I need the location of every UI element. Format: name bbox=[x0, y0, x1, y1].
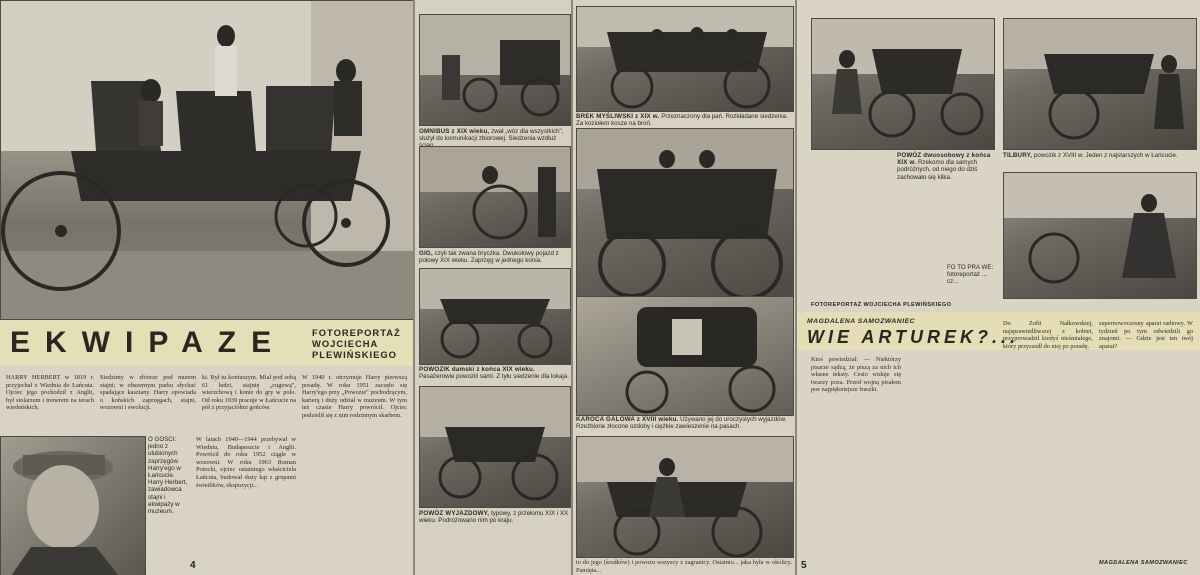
powoz-dwuosobowy-caption-lead: POWÓZ dwuosobowy z końca XIX w. bbox=[897, 152, 991, 167]
tilbury-caption bbox=[1003, 152, 1195, 159]
brek-caption bbox=[576, 113, 792, 127]
lady-with-carriage-photo bbox=[1003, 172, 1197, 299]
intro-column-3: ki. Był tu koniuszym. Miał pod sobą 61 ludzi, stajnię „cugową", wierzchową i konie do gry w polo. Od roku 1939 pracuje w Łańcucie na pół z przyjaciółmi gońców. bbox=[202, 374, 296, 412]
article-title: EKWIPAZE bbox=[10, 326, 287, 359]
karoca-caption bbox=[576, 416, 792, 430]
powoz-dwuosobowy-caption-text: Rzekomo dla samych podróżnych, od niego do dziś zachowało się kilka. bbox=[897, 159, 978, 181]
credit-line-2: WOJCIECHA bbox=[312, 338, 379, 349]
intro-column-1: HARRY HERBERT w 1819 r. przyjechał z Wiednia do Łańcuta. Ojciec jego pochodził z Anglii, był stolarzem i trenerem na terach wiedeńskich. bbox=[6, 374, 94, 412]
gig-caption bbox=[419, 250, 569, 264]
wie-arturek-author: MAGDALENA SAMOZWANIEC bbox=[807, 318, 916, 325]
powozik-photo bbox=[419, 268, 571, 365]
tilbury-photo bbox=[1003, 18, 1197, 150]
powozik-caption-lead: POWOZIK damski z końca XIX wieku. bbox=[419, 366, 535, 373]
brek-caption-lead: BREK MYŚLIWSKI z XIX w. bbox=[576, 113, 660, 120]
tilbury-caption-text: powozik z XVIII w. Jeden z najstarszych w Łańcucie. bbox=[1033, 152, 1178, 159]
omnibus-photo bbox=[419, 14, 571, 126]
wie-column-1: Ktoś powiedział: — Niektórzy pisarze sądzą, że piszą za nich ich własne teksty. Cesto widuje się twarzy poza. Przed wojną pisałem poe najpiękniejsze fraszki. bbox=[811, 356, 901, 394]
karoca-photo bbox=[576, 296, 794, 416]
brek-photo bbox=[576, 6, 794, 112]
wie-column-2: Do Zofii Nałkowskiej, najsprawiedliwszej z kobiet, przyprowadził kiedyś nieśmiałego, który przyszedł do niej po poradę. bbox=[1003, 320, 1093, 350]
page-number-left: 4 bbox=[190, 560, 196, 571]
hero-carriage-photo bbox=[0, 0, 413, 320]
powoz-wyjazdowy-caption bbox=[419, 510, 569, 524]
page3-body-text: to do jego (środków) i powozu wszyscy z zagranicy. Ostatnio... jaka była w okolicy. Pamięta... bbox=[576, 559, 792, 574]
powoz-wyjazdowy-photo bbox=[419, 386, 571, 508]
powoz-lady-photo bbox=[576, 436, 794, 558]
credit-line-1: FOTOREPORTAŻ bbox=[312, 327, 401, 338]
page-column-3 bbox=[573, 0, 795, 575]
powozik-caption-text: Pasażerowie powozili sami. Z tyłu siedzenie dla lokaja. bbox=[419, 373, 569, 381]
portrait-caption: O GOŚCI: jedno z ulubionych zaprzęgów Harry'ego w Łańcucie. Harry Herbert, zawiadowca stajni i ekwipaży w muzeum. bbox=[148, 436, 188, 516]
gig-caption-text: czyli tak zwana bryczka. Dwukołowy pojazd z połowy XIX wieku. Zaprzęg w jednego konia. bbox=[419, 250, 559, 265]
karoca-caption-lead: KAROCA GALOWA z XVIII wieku. bbox=[576, 416, 679, 423]
side-photo-credit: FO TO PRA WE: fotoreportaż ... cz... bbox=[947, 264, 994, 286]
page-column-4 bbox=[797, 0, 1200, 575]
wie-column-3: supernowoczesny aparat radiowy. W tydzień po tym odwiedzili go znajomi. — Gdzie jest ten twój aparat? bbox=[1099, 320, 1193, 350]
page4-body-column-1 bbox=[811, 170, 901, 300]
page-ekwipaze bbox=[0, 0, 413, 575]
portrait-photo bbox=[0, 436, 146, 575]
page-number-right: 5 bbox=[801, 560, 807, 571]
body-column-b: W 1940 r. otrzymuje Harry pierwszą posadę. W roku 1951 zaczęło się Harry'ego przy „Powozie" pochodzącym, karierą i duży udział w muzeum. W tym też czasie Harry powrócił. Ojciec podzielił się z nim rodzinnym skarbem. bbox=[302, 374, 407, 419]
powozik-caption bbox=[419, 366, 569, 380]
article-photo-credit bbox=[312, 327, 407, 360]
karoca-caption-text: Używano jej do uroczystych wyjazdów. Rzeźbione złocone ozdoby i ciężkie zawieszenie na pasach. bbox=[576, 416, 787, 431]
gig-caption-lead: GIG, bbox=[419, 250, 433, 257]
wie-arturek-title: WIE ARTUREK?... bbox=[807, 327, 1019, 347]
gig-photo bbox=[419, 146, 571, 248]
brek-caption-text: Przeznaczony dla pań. Rozkładane siedzenia. Za koziołem kosze na broń. bbox=[576, 113, 788, 128]
omnibus-caption-lead: OMNIBUS z XIX wieku, bbox=[419, 128, 490, 135]
intro-column-2: Siedzimy w zbiorze pod murem stajni; w obszernym parku słychać spadające kasztany. Harry opowiada o końskich zaprzęgach, stajni, wozowni i ewolucji. bbox=[100, 374, 196, 412]
body-column-a: W latach 1940—1944 przebywał w Wiedniu, Budapeszcie i Anglii. Powrócił do roku 1952 ciągle w wozowni. W roku 1963 Roman Potocki, ojciec ostatniego właściciela Łańcuta, budował duży kąt z grupami świetlików, ekspozycji... bbox=[196, 436, 296, 489]
page-column-2 bbox=[415, 0, 571, 575]
tilbury-caption-lead: TILBURY, bbox=[1003, 152, 1033, 159]
powoz-dwuosobowy-photo bbox=[811, 18, 995, 150]
powoz-wyjazdowy-caption-text: typowy, z przełomu XIX i XX wieku. Podróżowano nim po kraju. bbox=[419, 510, 569, 525]
credit-line-3: PLEWIŃSKIEGO bbox=[312, 349, 397, 360]
wie-signature: MAGDALENA SAMOZWANIEC bbox=[1099, 560, 1188, 566]
omnibus-caption-text: zwał „wóz dla wszystkich", służył do komunikacji zbiorowej. Siedzenia wzdłuż bbox=[419, 128, 564, 143]
fotoreportaz-credit: FOTOREPORTAŻ WOJCIECHA PLEWIŃSKIEGO bbox=[811, 302, 952, 308]
powoz-wyjazdowy-caption-lead: POWÓZ WYJAZDOWY, bbox=[419, 510, 490, 517]
daumont-photo bbox=[576, 128, 794, 308]
